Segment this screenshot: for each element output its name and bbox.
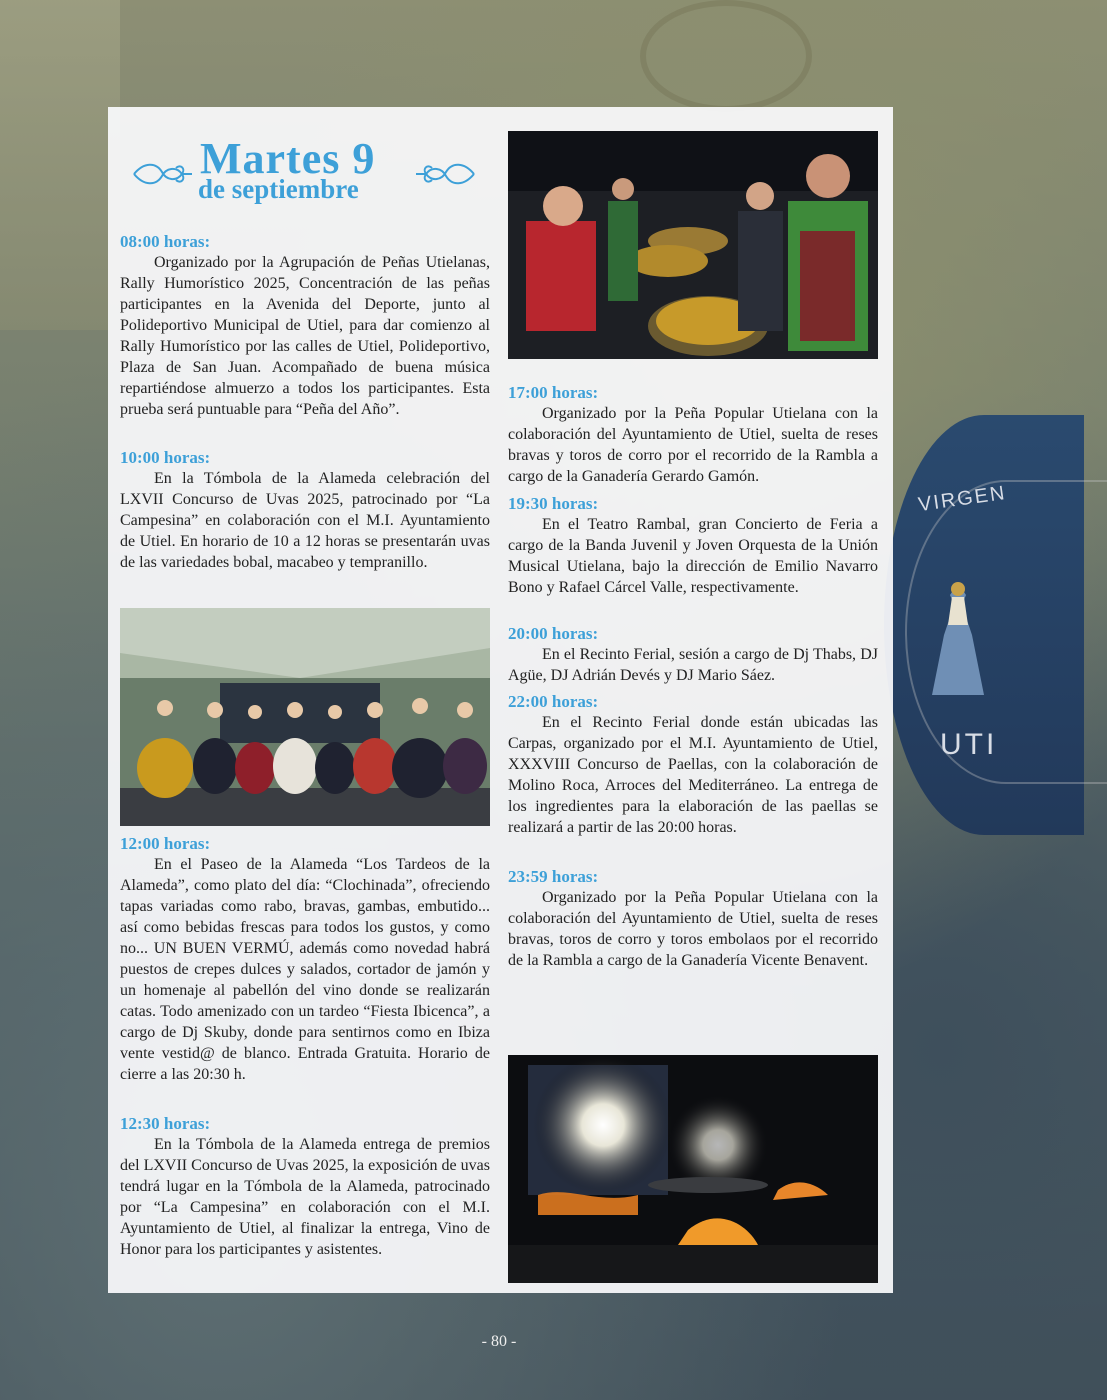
photo-folk-dancers bbox=[120, 608, 490, 826]
background-rose-window bbox=[640, 0, 812, 112]
event-2359 bbox=[508, 867, 878, 971]
event-text: En el Paseo de la Alameda “Los Tardeos de la Alameda”, como plato del día: “Clochinada”, ofreciendo tapas variadas como rabo, bravas, gambas, embutido... así como bebidas frescas para todos los gustos, y como no... UN BUEN VERMÚ, además como novedad habrá puestos de crepes dulces y salados, cortador de jamón y un homenaje al pabellón del vino donde se realizarán catas. Todo amenizado con un tardeo “Fiesta Ibicenca”, a cargo de Dj Skuby, donde para sentirnos como en Ibiza vente vestid@ de blanco. Entrada Gratuita. Horario de cierre a las 20:30 h. bbox=[120, 856, 490, 1083]
event-hour: 19:30 horas: bbox=[508, 494, 599, 513]
event-1000 bbox=[120, 448, 490, 573]
event-1930 bbox=[508, 494, 878, 598]
event-text: En la Tómbola de la Alameda celebración del LXVII Concurso de Uvas 2025, patrocinado por “La Campesina” en colaboración con el M.I. Ayuntamiento de Utiel. En horario de 10 a 12 horas se presentarán uvas de las variedades bobal, macabeo y tempranillo. bbox=[120, 470, 490, 571]
flourish-right-icon bbox=[414, 160, 476, 188]
event-hour: 12:00 horas: bbox=[120, 834, 211, 853]
event-text: En el Teatro Rambal, gran Concierto de Feria a cargo de la Banda Juvenil y Joven Orquesta de la Unión Musical Utielana, bajo la dirección de Emilio Navarro Bono y Rafael Cárcel Valle, respectivamente. bbox=[508, 516, 878, 596]
event-text: En el Recinto Ferial donde están ubicadas las Carpas, organizado por el M.I. Ayuntamiento de Utiel, XXXVIII Concurso de Paellas, con la colaboración de Molino Roca, Arroces del Mediterráneo. La entrega de los ingredientes para la elaboración de las paellas se realizará a partir de las 20:00 horas. bbox=[508, 714, 878, 836]
badge-text-top: VIRGEN bbox=[916, 481, 1008, 517]
badge-text-bottom: UTI bbox=[940, 728, 998, 761]
photo-paella-fires bbox=[508, 1055, 878, 1283]
event-text: Organizado por la Peña Popular Utielana con la colaboración del Ayuntamiento de Utiel, suelta de reses bravas y toros de corro por el recorrido de la Rambla a cargo de la Ganadería Gerardo Gamón. bbox=[508, 405, 878, 485]
photo-paella-cooks bbox=[508, 131, 878, 359]
event-hour: 23:59 horas: bbox=[508, 867, 599, 886]
event-1200 bbox=[120, 834, 490, 1085]
event-text: Organizado por la Agrupación de Peñas Utielanas, Rally Humorístico 2025, Concentración de las peñas participantes en la Avenida del Deporte, junto al Polideportivo Municipal de Utiel, para dar comienzo al Rally Humorístico por las calles de Utiel, Polideportivo, Plaza de San Juan. Acompañado de buena música repartiéndose almuerzo a todos los participantes. Esta prueba será puntuable para “Peña del Año”. bbox=[120, 254, 490, 418]
event-hour: 08:00 horas: bbox=[120, 232, 211, 251]
title-month: de septiembre bbox=[198, 174, 359, 204]
event-text: Organizado por la Peña Popular Utielana con la colaboración del Ayuntamiento de Utiel, suelta de reses bravas, toros de corro y toros embolaos por el recorrido de la Rambla a cargo de la Ganadería Vicente Benavent. bbox=[508, 889, 878, 969]
virgin-figure-icon bbox=[922, 575, 994, 700]
event-0800 bbox=[120, 232, 490, 420]
event-hour: 22:00 horas: bbox=[508, 692, 599, 711]
event-2200 bbox=[508, 692, 878, 838]
event-hour: 17:00 horas: bbox=[508, 383, 599, 402]
page-number: - 80 - bbox=[481, 1333, 517, 1350]
event-text: En la Tómbola de la Alameda entrega de premios del LXVII Concurso de Uvas 2025, la exposición de uvas tendrá lugar en la Tómbola de la Alameda, patrocinado por “La Campesina” en colaboración con el M.I. Ayuntamiento de Utiel, al finalizar la entrega, Vino de Honor para los participantes y asistentes. bbox=[120, 1136, 490, 1258]
title-day: Martes 9 bbox=[200, 134, 376, 183]
background-building bbox=[0, 0, 120, 330]
page-title bbox=[120, 127, 490, 217]
flourish-left-icon bbox=[132, 160, 194, 188]
event-text: En el Recinto Ferial, sesión a cargo de Dj Thabs, DJ Agüe, DJ Adrián Devés y DJ Mario Sáez. bbox=[508, 646, 878, 684]
event-hour: 10:00 horas: bbox=[120, 448, 211, 467]
event-1700 bbox=[508, 383, 878, 487]
event-1230 bbox=[120, 1114, 490, 1260]
event-hour: 12:30 horas: bbox=[120, 1114, 211, 1133]
event-hour: 20:00 horas: bbox=[508, 624, 599, 643]
event-2000 bbox=[508, 624, 878, 686]
